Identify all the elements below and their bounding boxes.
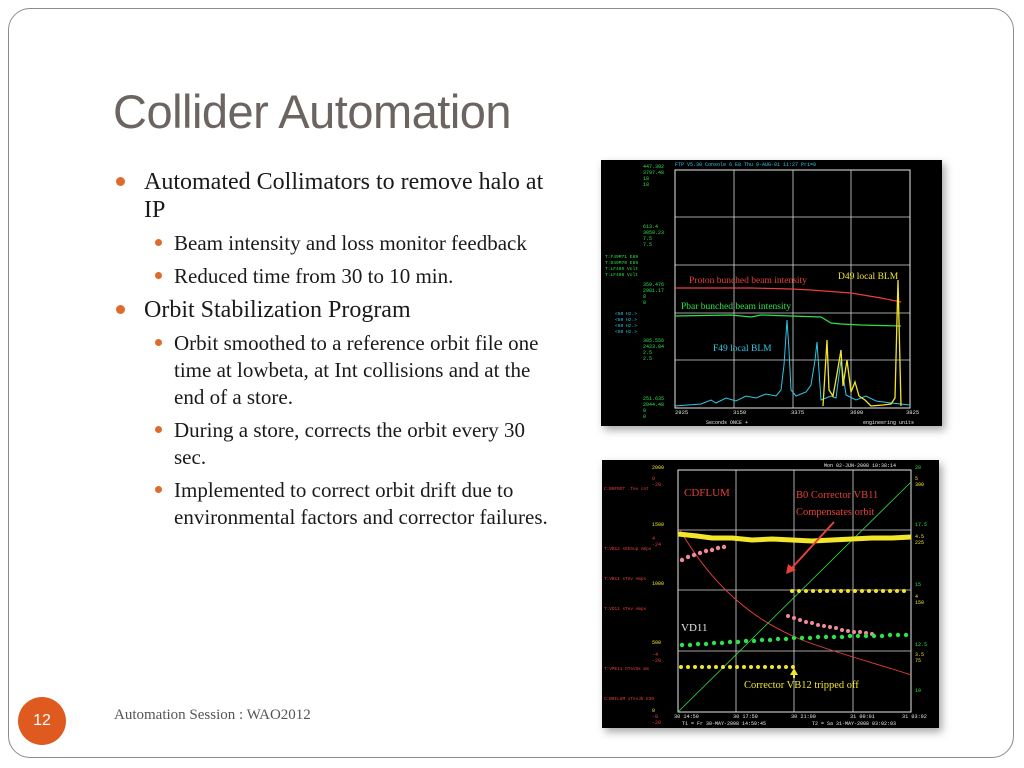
axis-value: 12.5 [915,642,928,648]
axis-value: 0 [652,476,656,482]
axis-value: 4 [652,536,656,542]
device-label: T:VB11 sTev Amps [604,577,647,582]
orbit-plot-image [602,460,939,728]
axis-value: 15 [915,582,922,588]
sub-bullet-list [144,330,550,531]
x-tick: 3375 [791,409,805,416]
axis-value: 0 [652,708,656,714]
axis-value: 613.4 [643,224,659,230]
pbar-intensity-label: Pbar bunched beam intensity [681,302,792,312]
axis-value: 3059.23 [643,230,665,236]
axis-value: -20 [652,658,662,664]
device-label: T:LF49S Volt [605,267,639,272]
b0-corrector-label: B0 Corrector VB11 [796,490,879,501]
rate-label: <50 Hz.> [615,318,638,323]
collimator-plot [601,160,942,426]
axis-value: 305.556 [643,338,665,344]
sub-bullet-list [144,230,550,290]
axis-value: 4.5 [915,534,925,540]
x-tick: 30 14:50 [674,714,699,720]
x-tick: 2925 [675,409,689,416]
x-tick: 3825 [906,409,920,416]
device-label: C:B0FBST .Tev cnt [604,487,649,492]
cdflum-label: CDFLUM [684,487,730,499]
axis-value: 1500 [652,522,665,528]
axis-value: 2.5 [643,356,653,362]
sub-bullet: Orbit smoothed to a reference orbit file one time at lowbeta, at Int collisions and at the end of a store. [144,330,550,411]
axis-value: 20 [915,465,922,471]
t2-label: T2 = Sa 31-MAY-2008 03:02:03 [812,721,897,727]
axis-value: 17.5 [915,522,928,528]
axis-value: 8 [643,294,647,300]
axis-value: 2423.84 [643,344,665,350]
axis-value: 7.5 [643,236,653,242]
rate-label: <50 Hz.> [615,324,638,329]
bullet-text: Orbit Stabilization Program [144,297,411,323]
bullet-automated-collimators [110,168,550,290]
axis-value: 225 [915,540,925,546]
axis-value: -4 [652,652,659,658]
plot-header: FTP V5.30 Console 6 E8 Thu 9-AUG-01 11:27 Pri=0 [675,162,817,168]
device-label: T:VPE11 DTevSk mm [604,667,649,672]
bullet-text: Automated Collimators to remove halo at IP [144,169,544,223]
axis-value: 447.302 [643,164,665,170]
axis-value: 359.476 [643,282,665,288]
axis-value: 0 [643,414,647,420]
d49-blm-label: D49 local BLM [838,272,899,282]
x-tick: 31 00:01 [850,714,875,720]
axis-value: -20 [652,720,662,726]
proton-intensity-label: Proton bunched beam intensity [689,276,807,286]
axis-value: -20 [652,482,662,488]
axis-value: 150 [915,600,925,606]
axis-value: 75 [915,658,922,664]
sub-bullet: During a store, corrects the orbit every 30 sec. [144,417,550,471]
axis-value: 3797.48 [643,170,665,176]
axis-value: 5 [915,476,919,482]
axis-value: 300 [915,482,925,488]
x-tick: 3150 [733,409,747,416]
slide-title: Collider Automation [113,85,512,138]
bullet-list [110,164,550,537]
device-label: T:VB12 sEESup Amps [604,547,652,552]
device-label: T:F49M71 E89 [605,255,639,260]
axis-value: 2981.17 [643,288,665,294]
page-number-badge [18,697,66,745]
device-label: T:VD11 sTev Amps [604,607,647,612]
axis-value: 4 [915,594,919,600]
page-number: 12 [33,712,51,729]
b0-compensates-label: Compensates orbit [796,507,875,518]
axis-value: 7.5 [643,242,653,248]
x-tick: 31 03:02 [902,714,927,720]
axis-value: 2000 [652,465,665,471]
sub-bullet: Beam intensity and loss monitor feedback [144,230,550,257]
axis-value: 2.5 [643,350,653,356]
x-tick: 30 17:59 [733,714,758,720]
sub-bullet: Reduced time from 30 to 10 min. [144,263,550,290]
collimator-plot-image [601,160,942,426]
sub-bullet: Implemented to correct orbit drift due to environmental factors and corrector failures. [144,477,550,531]
device-label: T:D49M70 E89 [605,261,639,266]
axis-value: 2044.48 [643,402,665,408]
rate-label: <50 Hz.> [615,330,638,335]
axis-value: -24 [652,542,662,548]
axis-value: 500 [652,640,662,646]
x-axis-label: Seconds ONCE + [706,420,749,426]
rate-label: <50 Hz.> [615,312,638,317]
axis-value: 10 [915,688,922,694]
x-tick: 30 21:00 [791,714,816,720]
axis-value: 18 [643,176,650,182]
device-label: T:LF498 Volt [605,273,639,278]
units-label: engineering units [863,420,915,426]
device-label: C:B0ILUM sTevJk E30 [604,697,655,702]
axis-value: 18 [643,182,650,188]
axis-value: 0 [643,408,647,414]
axis-value: 3.5 [915,652,925,658]
axis-value: 8 [643,300,647,306]
vd11-label: VD11 [681,622,708,634]
orbit-plot [602,460,939,728]
axis-value: 251.635 [643,396,665,402]
plot-header: Mon 02-JUN-2008 10:38:14 [824,463,897,469]
axis-value: 1000 [652,581,665,587]
x-tick: 3600 [850,409,864,416]
slide-footer: Automation Session : WAO2012 [114,707,311,723]
t1-label: T1 = Fr 30-MAY-2008 14:50:45 [682,721,767,727]
axis-value: -8 [652,714,659,720]
bullet-orbit-stabilization [110,296,550,531]
vb12-tripped-label: Corrector VB12 tripped off [744,680,859,691]
f49-blm-label: F49 local BLM [713,344,772,354]
